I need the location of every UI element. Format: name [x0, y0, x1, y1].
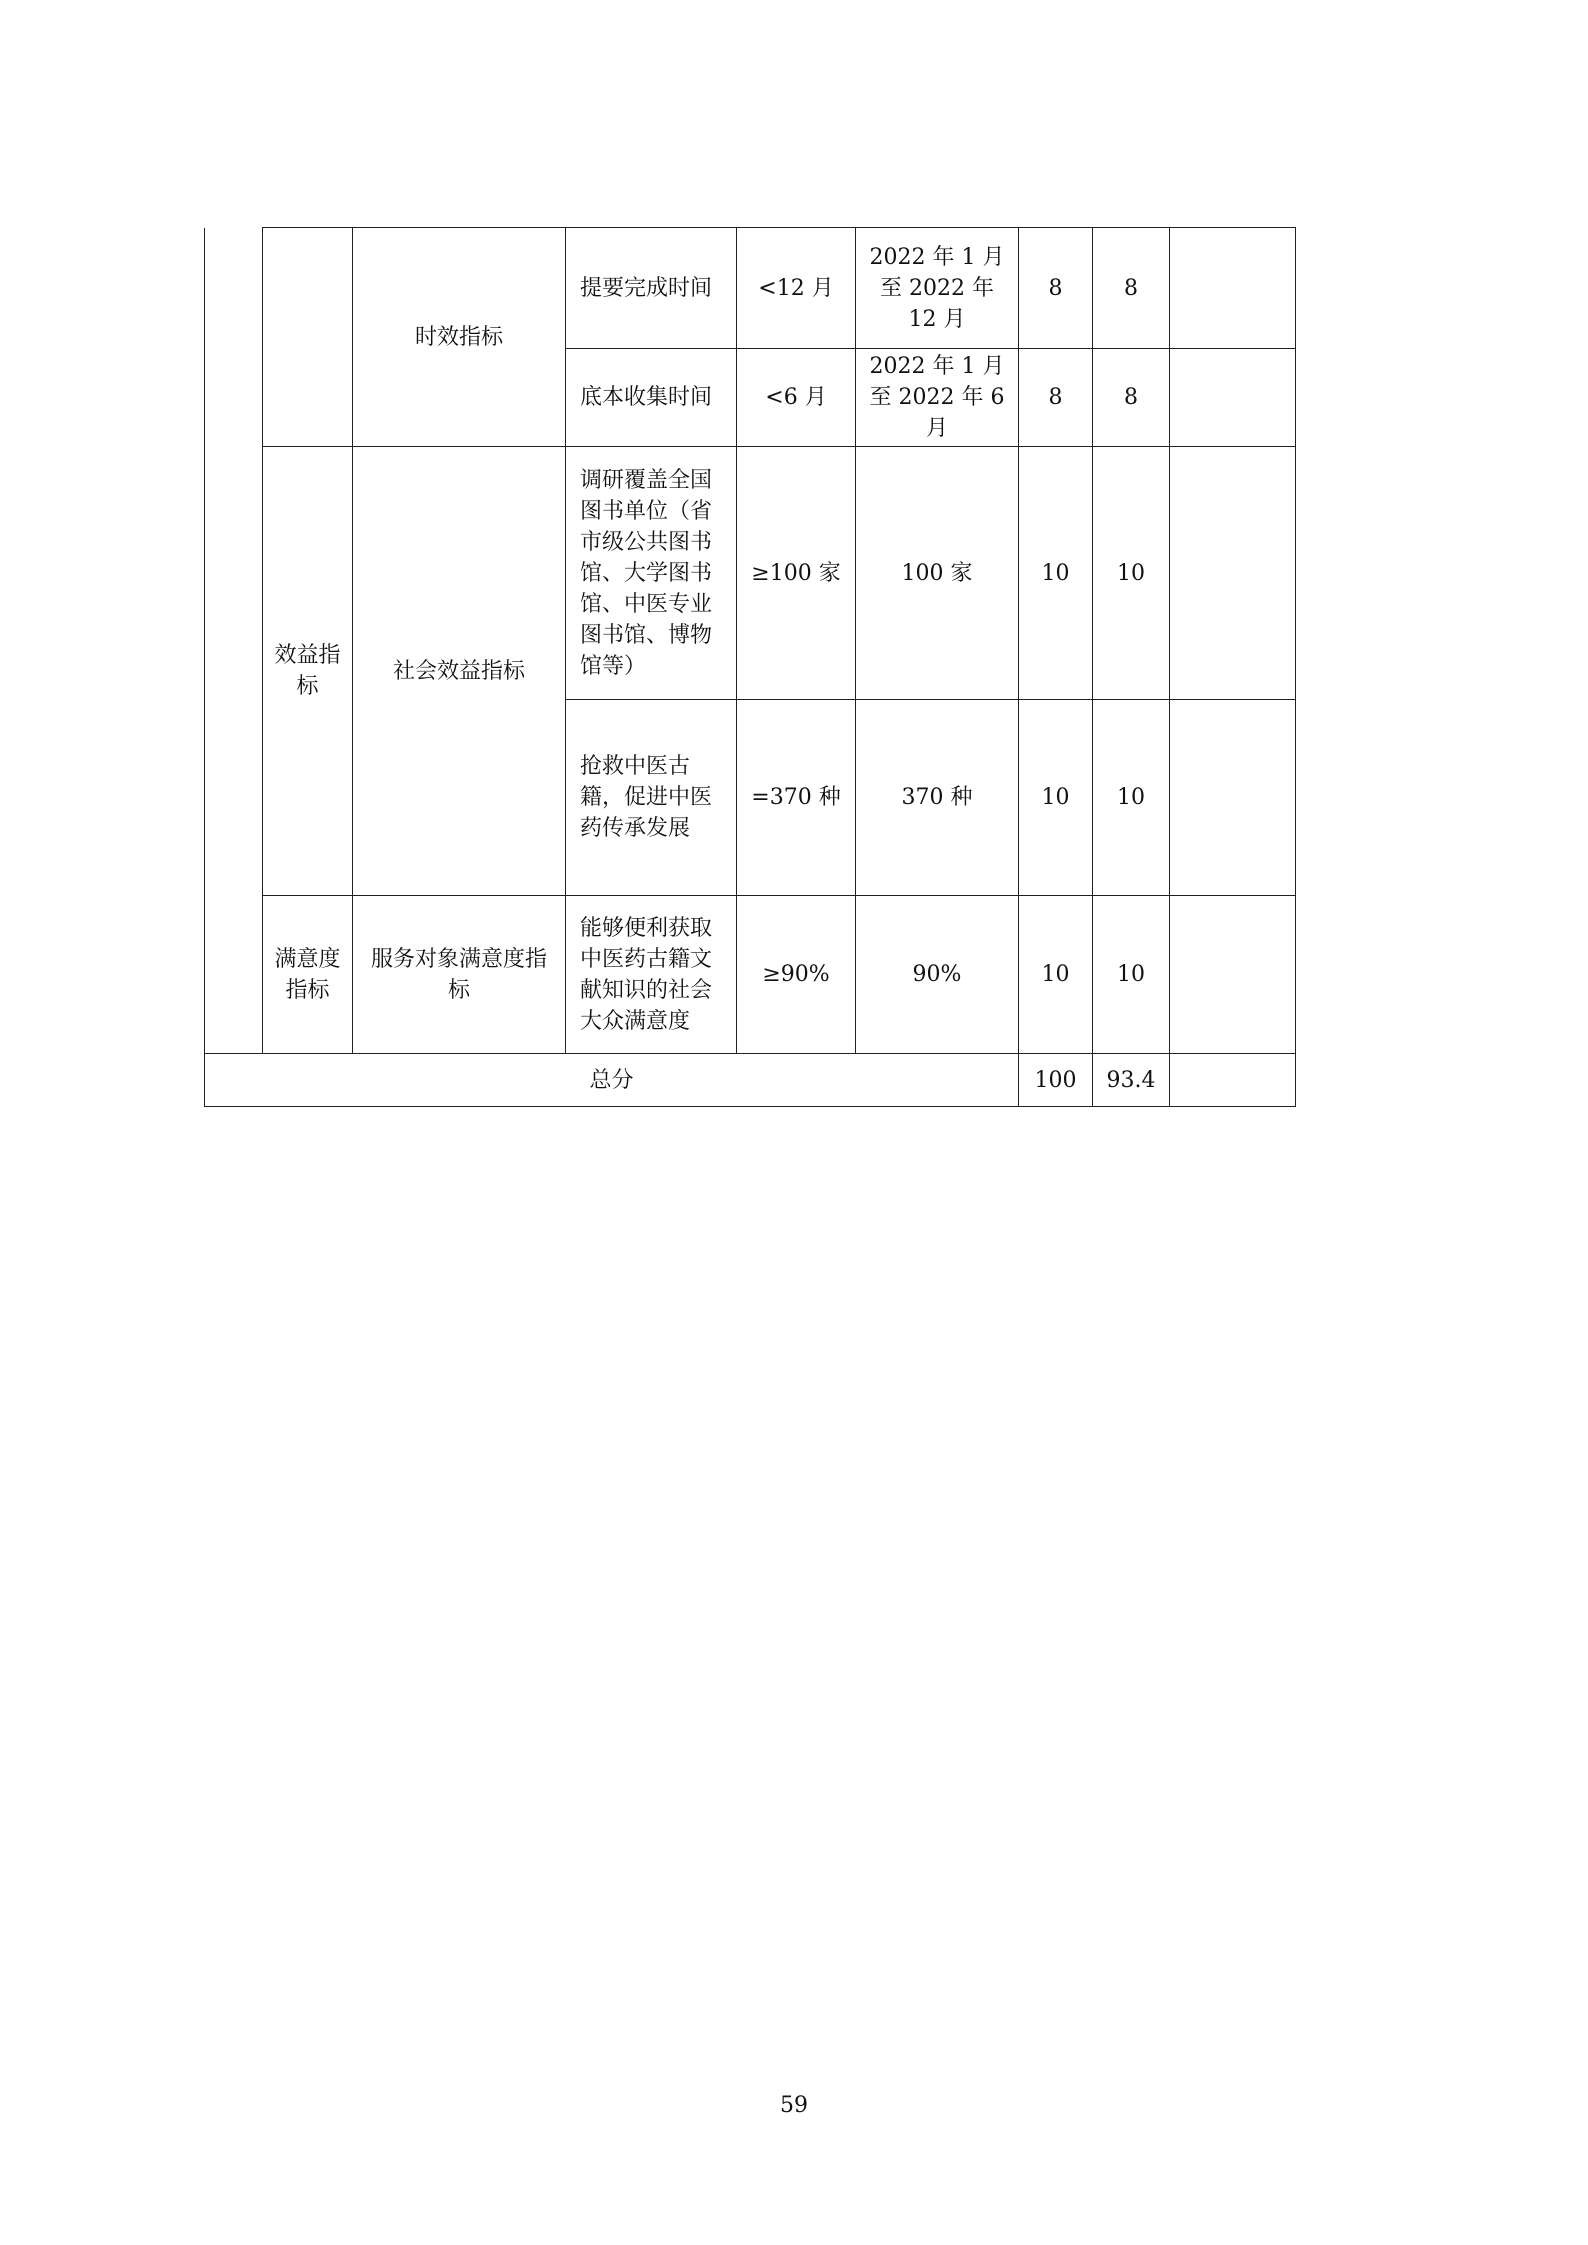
target-value-cell: ≥90% [737, 896, 856, 1054]
note-cell [1170, 349, 1296, 447]
weight-cell: 8 [1019, 349, 1093, 447]
total-row [205, 1054, 1296, 1107]
performance-indicator-table [204, 227, 1296, 1107]
actual-value-cell: 100 家 [856, 447, 1019, 700]
total-weight-cell: 100 [1019, 1054, 1093, 1107]
target-value-cell: ≥100 家 [737, 447, 856, 700]
score-cell: 10 [1093, 896, 1170, 1054]
total-label-cell: 总分 [205, 1054, 1019, 1107]
table-row [205, 228, 1296, 349]
note-cell [1170, 896, 1296, 1054]
secondary-indicator-cell: 时效指标 [353, 228, 566, 447]
actual-value-cell: 2022 年 1 月至 2022 年 6 月 [856, 349, 1019, 447]
weight-cell: 8 [1019, 228, 1093, 349]
primary-indicator-cell: 效益指标 [263, 447, 353, 896]
actual-value-cell: 2022 年 1 月至 2022 年 12 月 [856, 228, 1019, 349]
secondary-indicator-cell: 社会效益指标 [353, 447, 566, 896]
actual-value-cell: 370 种 [856, 700, 1019, 896]
weight-cell: 10 [1019, 700, 1093, 896]
indicator-cell: 调研覆盖全国图书单位（省市级公共图书馆、大学图书馆、中医专业图书馆、博物馆等） [566, 447, 737, 700]
total-score-cell: 93.4 [1093, 1054, 1170, 1107]
actual-value-cell: 90% [856, 896, 1019, 1054]
secondary-indicator-cell: 服务对象满意度指标 [353, 896, 566, 1054]
weight-cell: 10 [1019, 896, 1093, 1054]
note-cell [1170, 700, 1296, 896]
score-cell: 8 [1093, 228, 1170, 349]
score-cell: 8 [1093, 349, 1170, 447]
indicator-cell: 抢救中医古籍，促进中医药传承发展 [566, 700, 737, 896]
indicator-cell: 提要完成时间 [566, 228, 737, 349]
page-number: 59 [780, 2093, 808, 2118]
target-value-cell: <6 月 [737, 349, 856, 447]
table-row [205, 447, 1296, 700]
total-note-cell [1170, 1054, 1296, 1107]
outer-category-cell [205, 228, 263, 1054]
indicator-cell: 能够便利获取中医药古籍文献知识的社会大众满意度 [566, 896, 737, 1054]
primary-indicator-cell [263, 228, 353, 447]
score-cell: 10 [1093, 447, 1170, 700]
primary-indicator-cell: 满意度指标 [263, 896, 353, 1054]
target-value-cell: <12 月 [737, 228, 856, 349]
note-cell [1170, 228, 1296, 349]
note-cell [1170, 447, 1296, 700]
weight-cell: 10 [1019, 447, 1093, 700]
table-row [205, 896, 1296, 1054]
indicator-cell: 底本收集时间 [566, 349, 737, 447]
target-value-cell: =370 种 [737, 700, 856, 896]
score-cell: 10 [1093, 700, 1170, 896]
